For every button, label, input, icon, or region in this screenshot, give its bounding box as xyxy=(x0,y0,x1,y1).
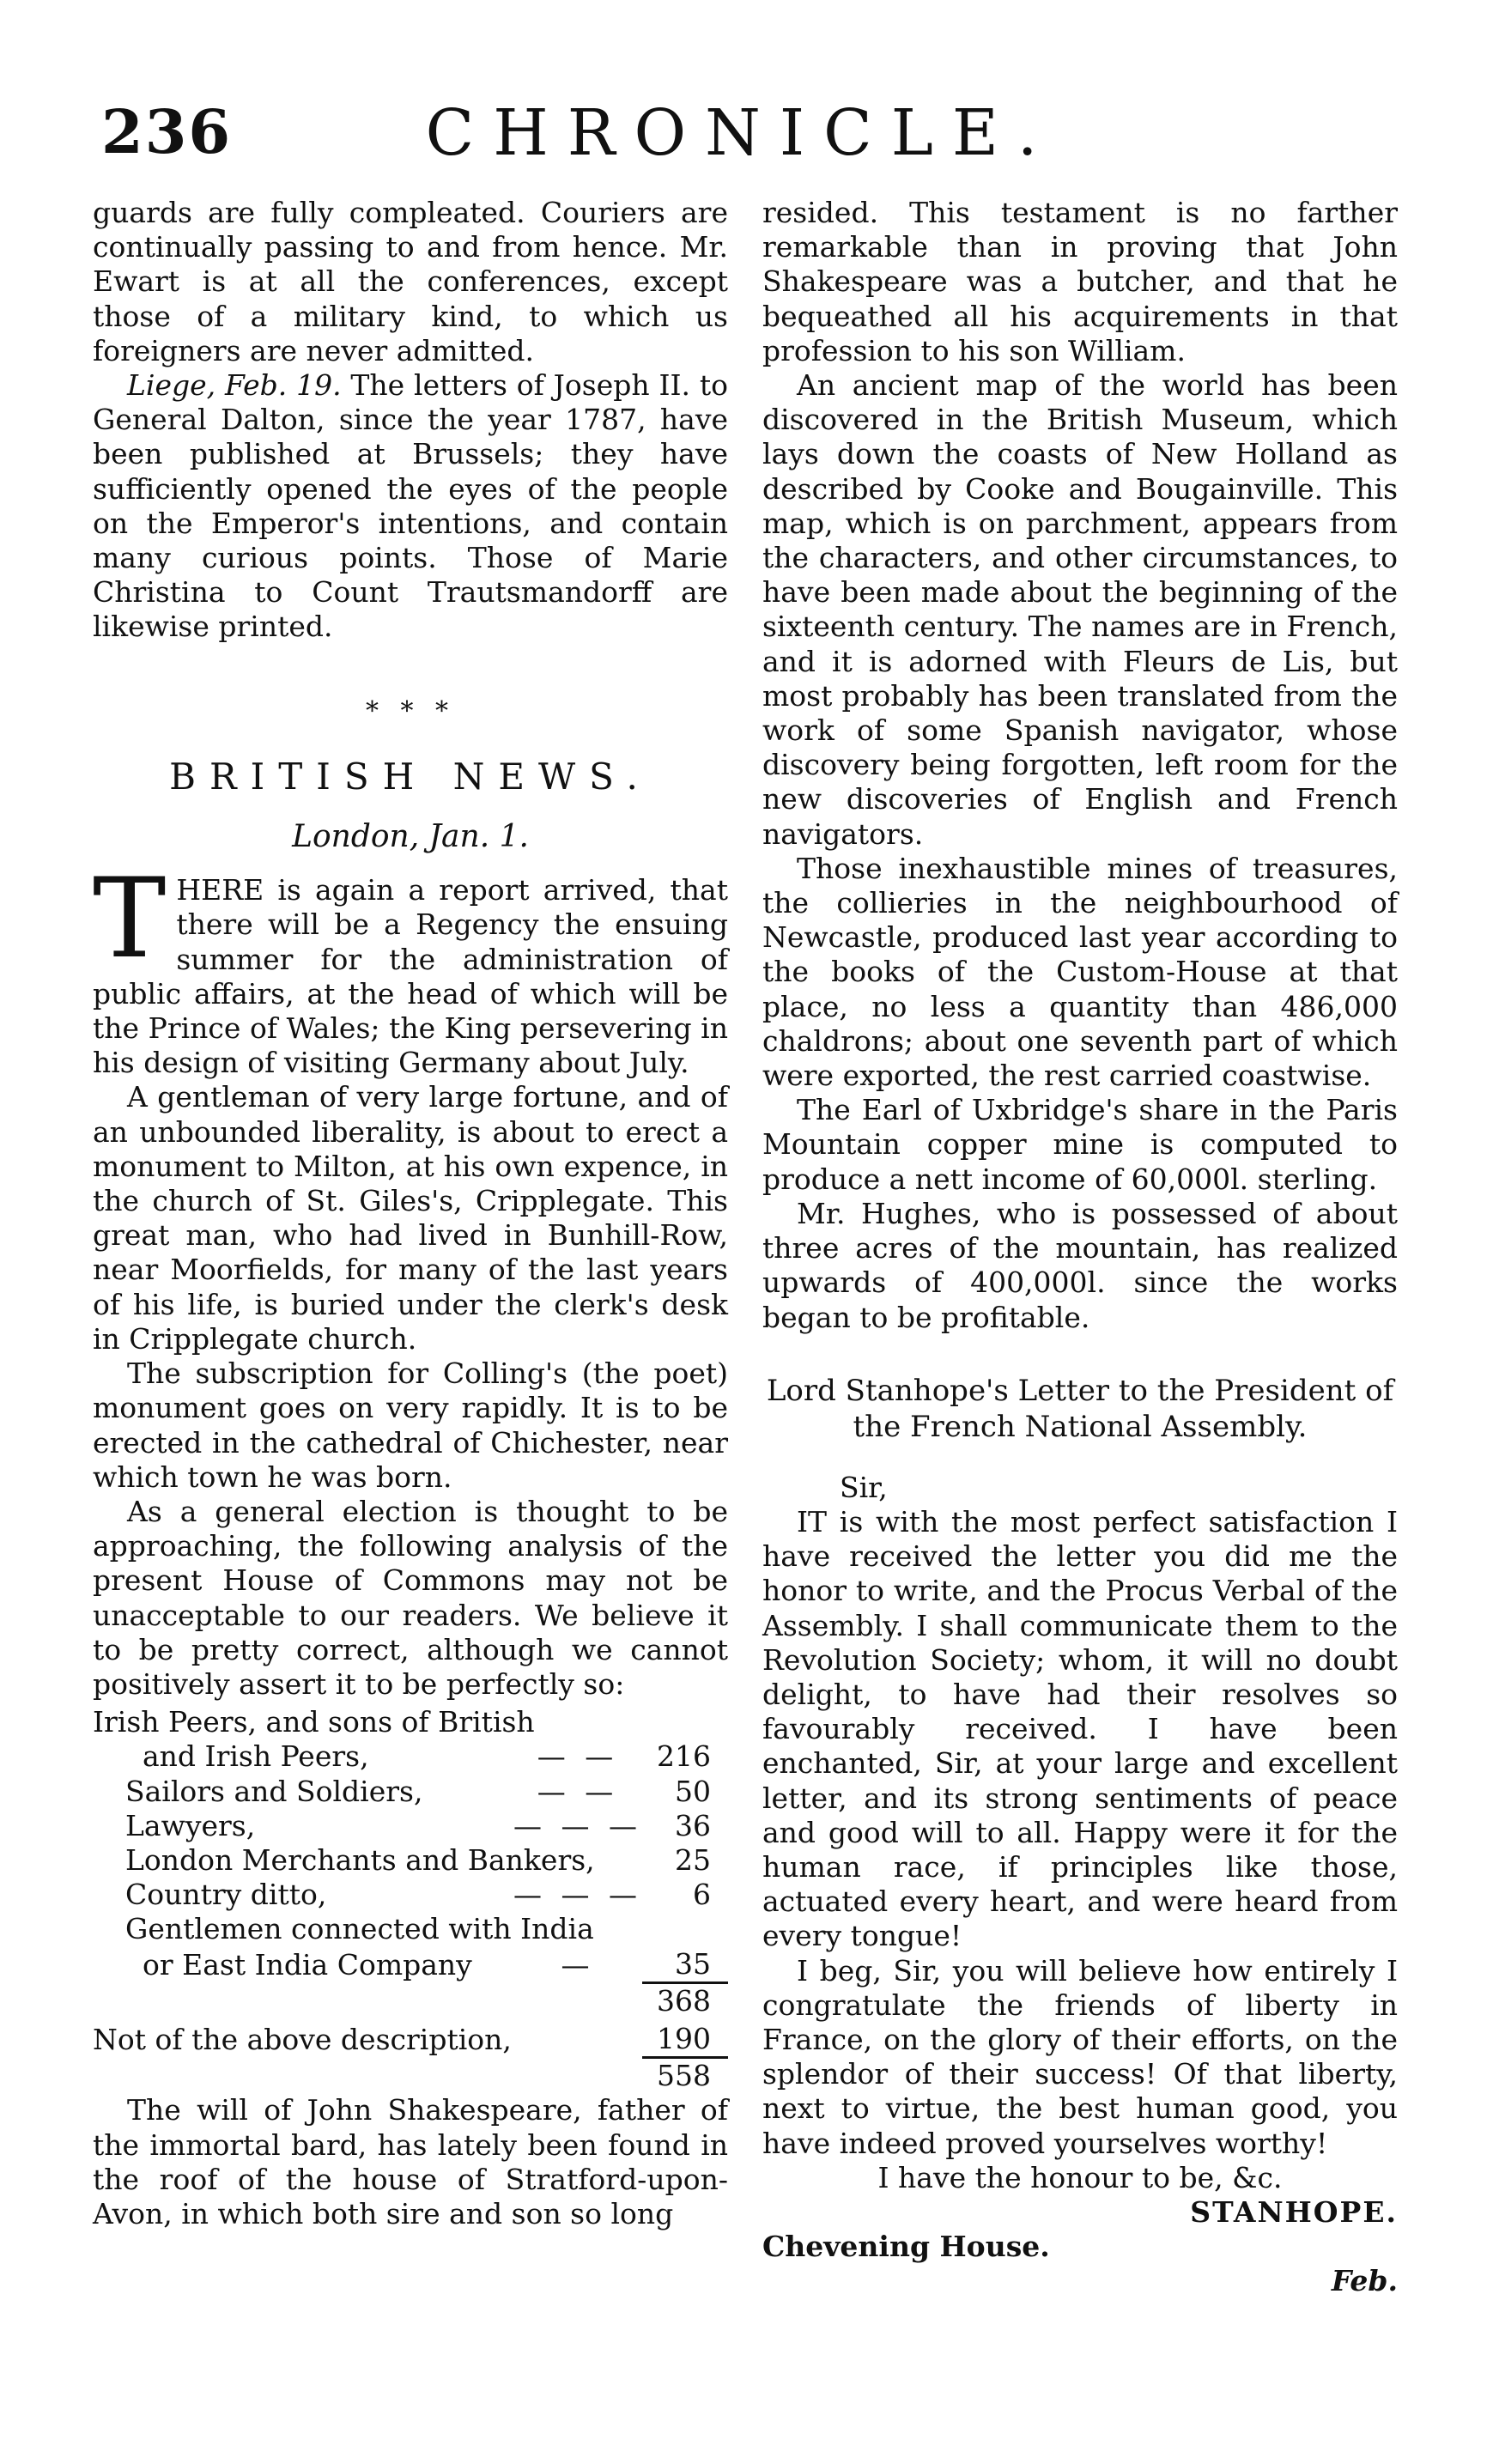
table-row xyxy=(93,1809,728,1843)
row-dash: — — — xyxy=(513,1808,642,1842)
row-label: Gentlemen connected with India xyxy=(125,1912,594,1946)
subtotal-value: 368 xyxy=(642,1982,728,2018)
row-label: Sailors and Soldiers, xyxy=(125,1774,423,1808)
commons-analysis-table xyxy=(93,1705,728,2093)
continued-paragraph: resided. This testament is no farther remarkable than in proving that John Shakespeare was a butcher, and that he bequeathed all his acquirements in that profession to his son William. xyxy=(762,196,1398,367)
table-row xyxy=(93,1775,728,1809)
row-value: 35 xyxy=(675,1946,711,1981)
row-value: 216 xyxy=(657,1739,711,1774)
row-value: 50 xyxy=(675,1774,711,1808)
row-label: London Merchants and Bankers, xyxy=(125,1842,595,1877)
letter-signature: STANHOPE. xyxy=(1190,2194,1398,2229)
row-label: Country ditto, xyxy=(125,1878,327,1912)
letter-salutation: Sir, xyxy=(840,1470,888,1504)
section-ornament: * * * xyxy=(365,695,456,726)
regency-paragraph xyxy=(93,855,728,1080)
regency-text: HERE is again a report arrived, that there will be a Regency the ensuing summer for the administration of public affairs, at the head of which will be the Prince of Wales; the King persevering in his design of visiting Germany about July. xyxy=(93,873,728,1080)
uxbridge-paragraph: The Earl of Uxbridge's share in the Paris Mountain copper mine is computed to produce a nett income of 60,000l. sterling. xyxy=(762,1093,1398,1196)
shakespeare-paragraph: The will of John Shakespeare, father of the immortal bard, has lately been found in the roof of the house of Stratford-upon-Avon, in which both sire and son so long xyxy=(93,2093,728,2230)
table-row xyxy=(93,1912,728,1946)
liege-paragraph xyxy=(93,368,728,645)
left-column xyxy=(93,196,728,2231)
table-row xyxy=(93,1947,728,1983)
row-label: and Irish Peers, xyxy=(143,1739,369,1774)
milton-paragraph: A gentleman of very large fortune, and of an unbounded liberality, is about to erect a monument to Milton, at his own expence, in the church of St. Giles's, Cripplegate. This great man, who had lived in Bunhill-Row, near Moorfields, for many of the last years of his life, is buried under the clerk's desk in Cripplegate church. xyxy=(93,1080,728,1356)
catchword: Feb. xyxy=(1331,2264,1398,2298)
mines-paragraph: Those inexhaustible mines of treasures, the collieries in the neighbourhood of Newcastle, produced last year according to the books of the Custom-House at that place, no less a quantity than 486,000 chaldrons; about one seventh part of which were exported, the rest carried coastwise. xyxy=(762,851,1398,1093)
right-column xyxy=(762,196,1398,2299)
election-paragraph: As a general election is thought to be approaching, the following analysis of the present House of Commons may not be unacceptable to our readers. We believe it to be pretty correct, although we cannot positively assert it to be perfectly so: xyxy=(93,1494,728,1701)
section-title: BRITISH NEWS. xyxy=(169,755,652,798)
row-value: 25 xyxy=(675,1842,711,1877)
letter-title: Lord Stanhope's Letter to the President of the French National Assembly. xyxy=(766,1373,1394,1444)
letter-paragraph: IT is with the most perfect satisfaction I have received the letter you did me the honor to write, and the Procus Verbal of the Assembly. I shall communicate them to the Revolution Society; whom, it will no doubt delight, to have had their resolves so favourably received. I have been enchanted, Sir, at your large and excellent letter, and its strong sentiments of peace and good will to all. Happy were it for the human race, if principles like those, actuated every heart, and were heard from every tongue! xyxy=(762,1504,1398,1953)
row-value: 190 xyxy=(657,2021,711,2055)
table-row xyxy=(93,1705,728,1739)
row-dash: — — xyxy=(537,1739,619,1774)
drop-cap: T xyxy=(93,855,167,984)
row-label: Not of the above description, xyxy=(93,2023,512,2057)
continued-paragraph: guards are fully compleated. Couriers are continually passing to and from hence. Mr. Ewart is at all the conferences, except those of a military kind, to which us foreigners are never admitted. xyxy=(93,196,728,367)
letter-closing: I have the honour to be, &c. xyxy=(877,2160,1283,2194)
letter-place: Chevening House. xyxy=(762,2230,1050,2264)
row-value: 6 xyxy=(693,1878,711,1912)
running-head: CHRONICLE. xyxy=(425,96,1057,170)
subtotal-row xyxy=(93,1982,728,2018)
page-header xyxy=(93,96,1389,191)
table-row xyxy=(93,1878,728,1912)
row-label: or East India Company xyxy=(143,1948,472,1982)
collins-paragraph: The subscription for Colling's (the poet) monument goes on very rapidly. It is to be erected in the cathedral of Chichester, near which town he was born. xyxy=(93,1356,728,1494)
total-row xyxy=(93,2058,728,2094)
total-value: 558 xyxy=(642,2058,728,2094)
row-label: Irish Peers, and sons of British xyxy=(93,1705,535,1739)
map-paragraph: An ancient map of the world has been discovered in the British Museum, which lays down the coasts of New Holland as described by Cooke and Bougainville. This map, which is on parchment, appears from the characters, and other circumstances, to have been made about the beginning of the sixteenth century. The names are in French, and it is adorned with Fleurs de Lis, but most probably has been translated from the work of some Spanish navigator, whose discovery being forgotten, left room for the new discoveries of English and French navigators. xyxy=(762,368,1398,851)
table-row xyxy=(93,1843,728,1878)
page-number: 236 xyxy=(101,96,233,167)
row-label: Lawyers, xyxy=(125,1808,256,1842)
table-row xyxy=(93,2018,728,2058)
dateline: London, Jan. 1. xyxy=(292,819,529,855)
liege-text: The letters of Joseph II. to General Dalton, since the year 1787, have been published at Brussels; they have sufficiently opened the eyes of the people on the Emperor's intentions, and contain many curious points. Those of Marie Christina to Count Trautsmandorff are likewise printed. xyxy=(93,368,728,644)
row-dash: — xyxy=(561,1948,595,1982)
row-dash: — — xyxy=(537,1774,619,1808)
table-row xyxy=(93,1739,728,1774)
row-dash: — — — xyxy=(513,1878,642,1912)
row-value: 36 xyxy=(675,1808,711,1842)
hughes-paragraph: Mr. Hughes, who is possessed of about three acres of the mountain, has realized upwards of 400,000l. since the works began to be profitable. xyxy=(762,1196,1398,1334)
liege-dateline: Liege, Feb. 19. xyxy=(127,368,342,403)
letter-paragraph: I beg, Sir, you will believe how entirely I congratulate the friends of liberty in France, on the glory of their efforts, on the splendor of their success! Of that liberty, next to virtue, the best human good, you have indeed proved yourselves worthy! xyxy=(762,1953,1398,2160)
